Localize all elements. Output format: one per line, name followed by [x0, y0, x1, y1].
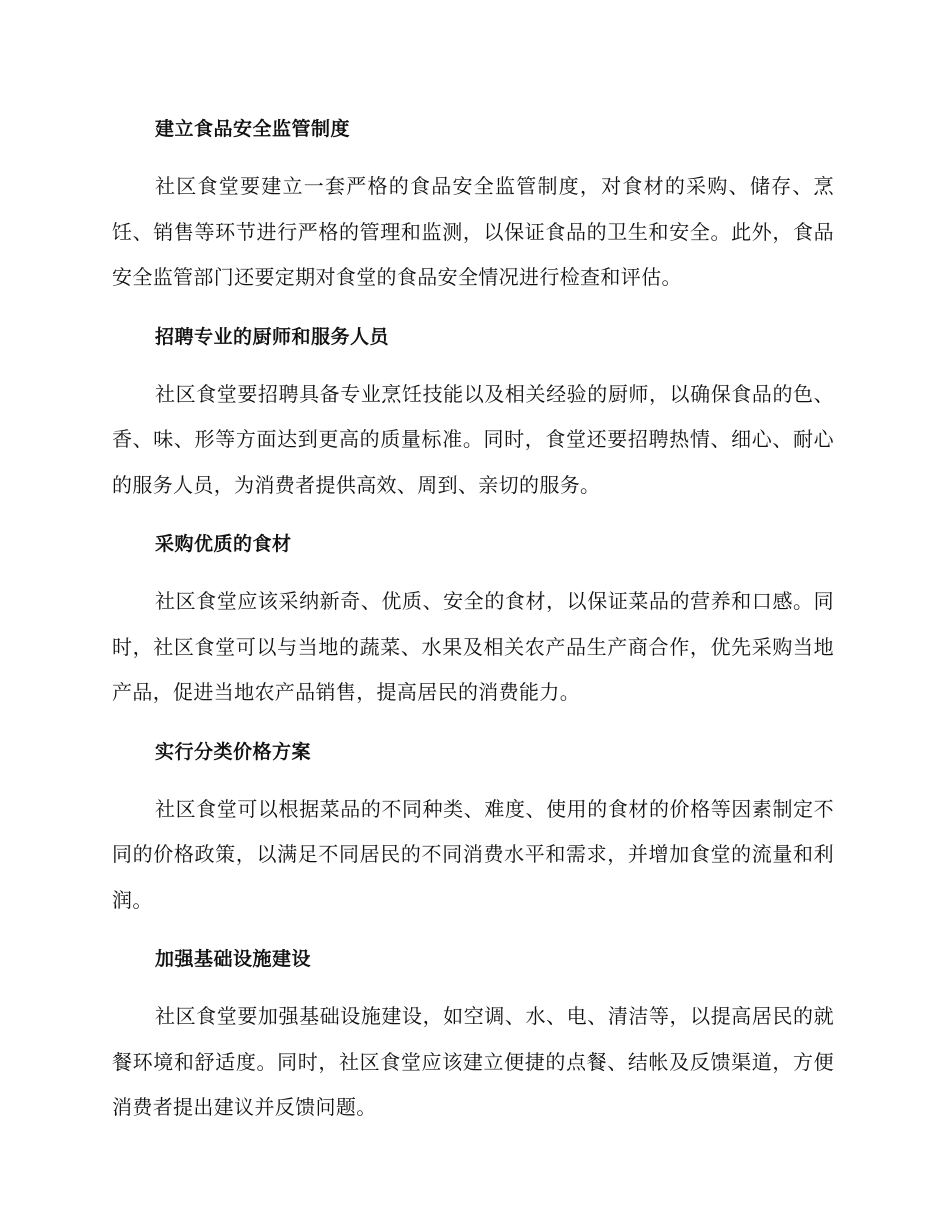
- section-paragraph: 社区食堂要招聘具备专业烹饪技能以及相关经验的厨师，以确保食品的色、香、味、形等方面达到更高的质量标准。同时，食堂还要招聘热情、细心、耐心的服务人员，为消费者提供高效、周到、亲切的服务。: [112, 381, 834, 497]
- section-heading: 加强基础设施建设: [155, 948, 312, 970]
- section-ingredients: [112, 521, 834, 716]
- section-heading: 招聘专业的厨师和服务人员: [155, 325, 390, 348]
- section-heading: 建立食品安全监管制度: [155, 118, 351, 140]
- section-paragraph: 社区食堂要建立一套严格的食品安全监管制度，对食材的采购、储存、烹饪、销售等环节进行严格的管理和监测，以保证食品的卫生和安全。此外，食品安全监管部门还要定期对食堂的食品安全情况进行检查和评估。: [112, 174, 834, 289]
- section-paragraph: 社区食堂可以根据菜品的不同种类、难度、使用的食材的价格等因素制定不同的价格政策，以满足不同居民的不同消费水平和需求，并增加食堂的流量和利润。: [112, 796, 834, 912]
- section-heading: 实行分类价格方案: [155, 740, 312, 763]
- section-staff-hiring: [112, 314, 834, 509]
- section-food-safety: [112, 106, 834, 301]
- section-infrastructure: [112, 936, 834, 1131]
- section-paragraph: 社区食堂要加强基础设施建设，如空调、水、电、清洁等，以提高居民的就餐环境和舒适度。同时，社区食堂应该建立便捷的点餐、结帐及反馈渠道，方便消费者提出建议并反馈问题。: [112, 1004, 834, 1119]
- section-paragraph: 社区食堂应该采纳新奇、优质、安全的食材，以保证菜品的营养和口感。同时，社区食堂可以与当地的蔬菜、水果及相关农产品生产商合作，优先采购当地产品，促进当地农产品销售，提高居民的消费能力。: [112, 589, 834, 704]
- section-pricing: [112, 729, 834, 924]
- section-heading: 采购优质的食材: [155, 533, 292, 555]
- document-page: [112, 106, 834, 1144]
